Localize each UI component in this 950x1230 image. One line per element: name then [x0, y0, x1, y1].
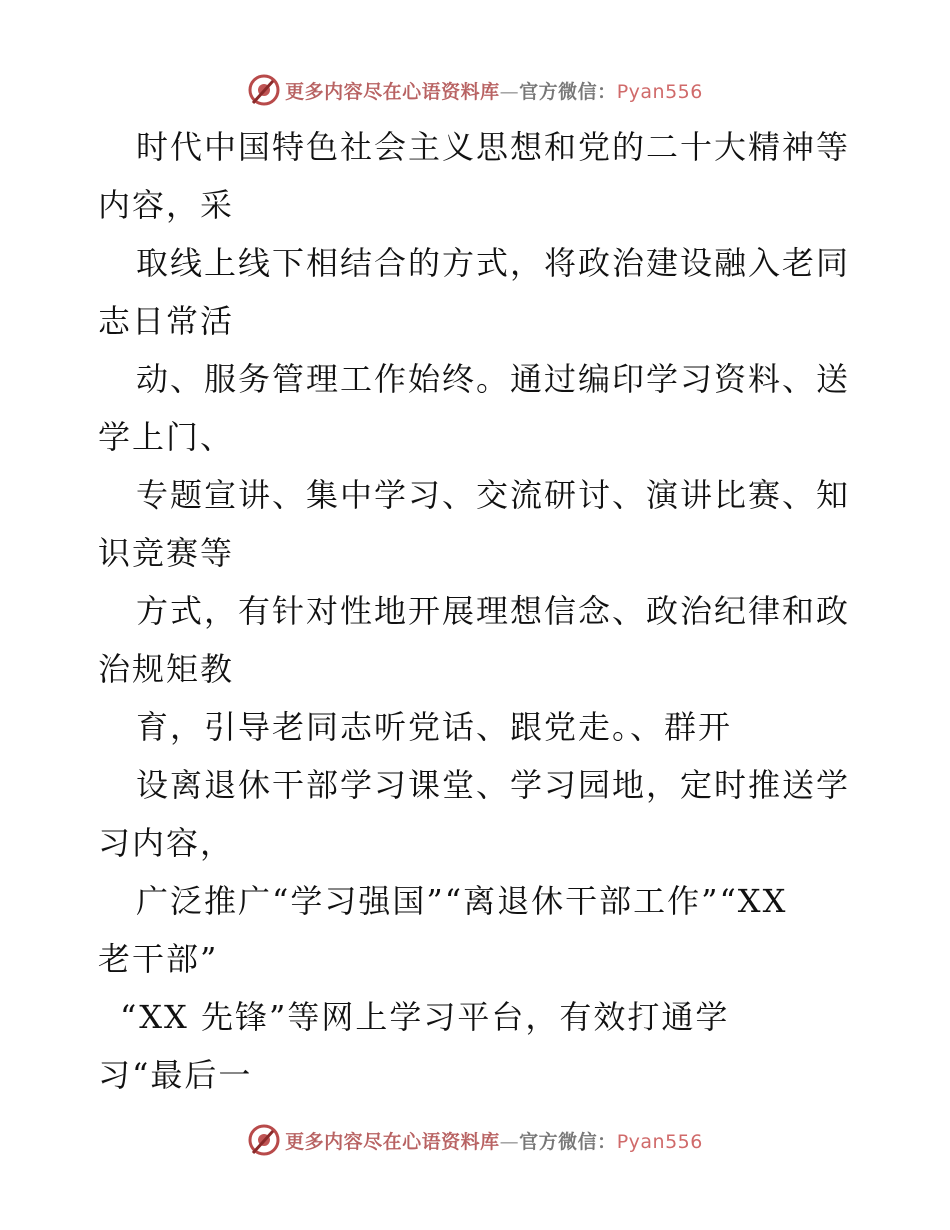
text-line: “XX 先锋”等网上学习平台，有效打通学	[120, 998, 730, 1036]
watermark-text	[285, 77, 703, 104]
watermark-id: Pyan556	[616, 1130, 703, 1153]
text-line: 老干部”	[98, 940, 219, 978]
watermark-official: 官方微信：	[519, 80, 617, 103]
header-watermark	[0, 70, 950, 110]
text-line: 志日常活	[98, 302, 235, 340]
text-line: 时代中国特色社会主义思想和党的二十大精神等	[136, 128, 851, 166]
brand-logo-icon	[247, 1123, 281, 1157]
footer-watermark	[0, 1120, 950, 1160]
watermark-text	[285, 1127, 703, 1154]
watermark-main: 更多内容尽在心语资料库	[285, 1130, 500, 1153]
brand-logo-icon	[247, 73, 281, 107]
text-line: 方式，有针对性地开展理想信念、政治纪律和政	[136, 592, 851, 630]
text-line: 学上门、	[98, 418, 235, 456]
text-line: 识竞赛等	[98, 534, 235, 572]
text-line: 取线上线下相结合的方式，将政治建设融入老同	[136, 244, 851, 282]
text-line: 习内容，	[98, 824, 235, 862]
text-line: 设离退休干部学习课堂、学习园地，定时推送学	[136, 766, 851, 804]
watermark-dash: —	[499, 1130, 520, 1153]
text-line: 内容，采	[98, 186, 235, 224]
watermark-id: Pyan556	[616, 80, 703, 103]
watermark-main: 更多内容尽在心语资料库	[285, 80, 500, 103]
text-line: 广泛推广“学习强国”“离退休干部工作”“XX	[136, 882, 788, 920]
watermark-dash: —	[499, 80, 520, 103]
text-line: 习“最后一	[98, 1056, 253, 1094]
text-line: 专题宣讲、集中学习、交流研讨、演讲比赛、知	[136, 476, 851, 514]
document-body	[98, 118, 858, 1104]
text-line: 治规矩教	[98, 650, 235, 688]
watermark-official: 官方微信：	[519, 1130, 617, 1153]
text-line: 动、服务管理工作始终。通过编印学习资料、送	[136, 360, 851, 398]
text-line: 育，引导老同志听党话、跟党走。、群开	[136, 708, 733, 746]
